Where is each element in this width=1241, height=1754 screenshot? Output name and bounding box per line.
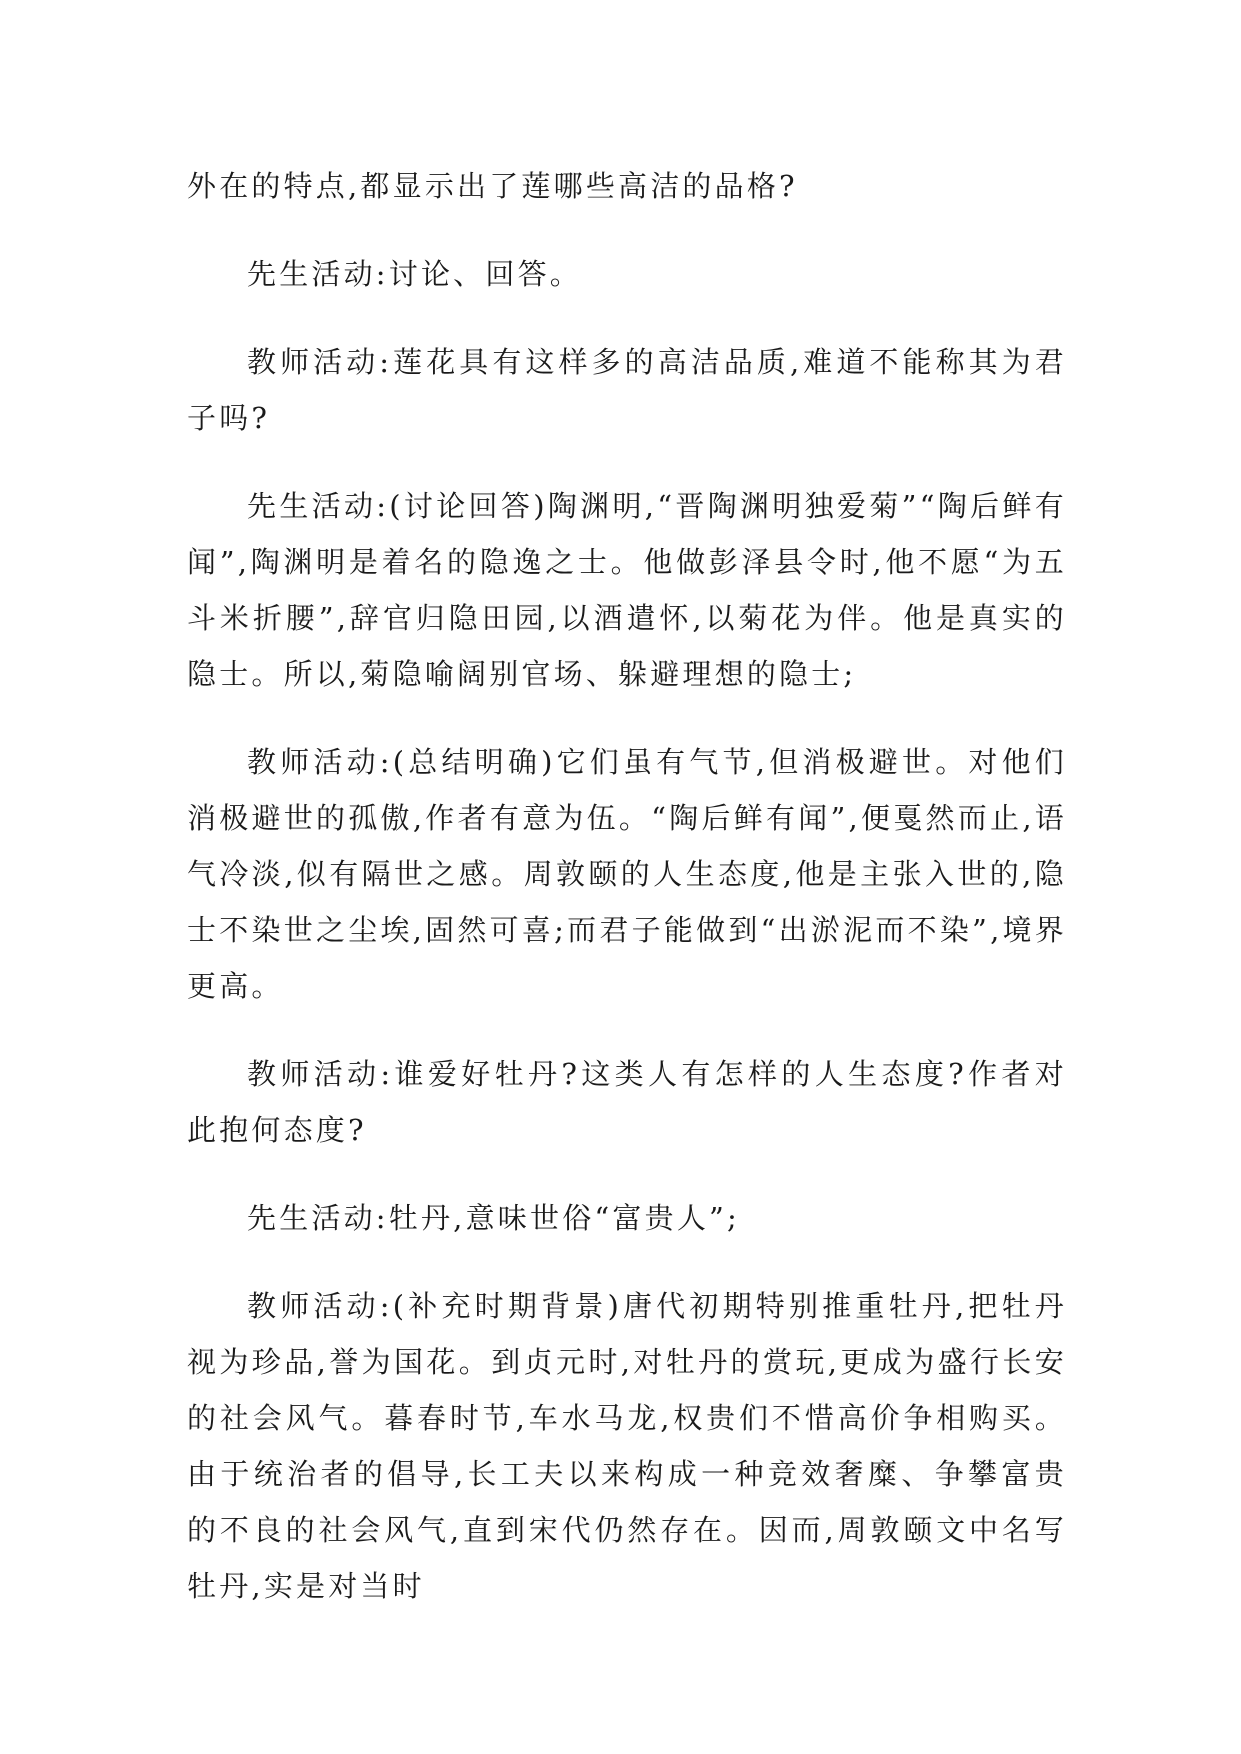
paragraph-8: 教师活动:(补充时期背景)唐代初期特别推重牡丹,把牡丹视为珍品,誉为国花。到贞元时,对牡丹的赏玩,更成为盛行长安的社会风气。暮春时节,车水马龙,权贵们不惜高价争相购买。由于统治者的倡导,长工夫以来构成一种竞效奢糜、争攀富贵的不良的社会风气,直到宋代仍然存在。因而,周敦颐文中名写牡丹,实是对当时 — [187, 1289, 1067, 1603]
paragraph-6: 教师活动:谁爱好牡丹?这类人有怎样的人生态度?作者对此抱何态度? — [187, 1057, 1067, 1147]
paragraph-7: 先生活动:牡丹,意味世俗“富贵人”; — [247, 1201, 741, 1235]
document-body — [187, 158, 1067, 1646]
paragraph-5: 教师活动:(总结明确)它们虽有气节,但消极避世。对他们消极避世的孤傲,作者有意为伍。“陶后鲜有闻”,便戛然而止,语气冷淡,似有隔世之感。周敦颐的人生态度,他是主张入世的,隐士不染世之尘埃,固然可喜;而君子能做到“出淤泥而不染”,境界更高。 — [187, 745, 1067, 1003]
paragraph-3: 教师活动:莲花具有这样多的高洁品质,难道不能称其为君子吗? — [187, 345, 1067, 435]
paragraph-4: 先生活动:(讨论回答)陶渊明,“晋陶渊明独爱菊”“陶后鲜有闻”,陶渊明是着名的隐逸之士。他做彭泽县令时,他不愿“为五斗米折腰”,辞官归隐田园,以酒遣怀,以菊花为伴。他是真实的隐士。所以,菊隐喻阔别官场、躲避理想的隐士; — [187, 489, 1067, 691]
paragraph-2: 先生活动:讨论、回答。 — [247, 257, 582, 291]
paragraph-1: 外在的特点,都显示出了莲哪些高洁的品格? — [187, 169, 798, 203]
